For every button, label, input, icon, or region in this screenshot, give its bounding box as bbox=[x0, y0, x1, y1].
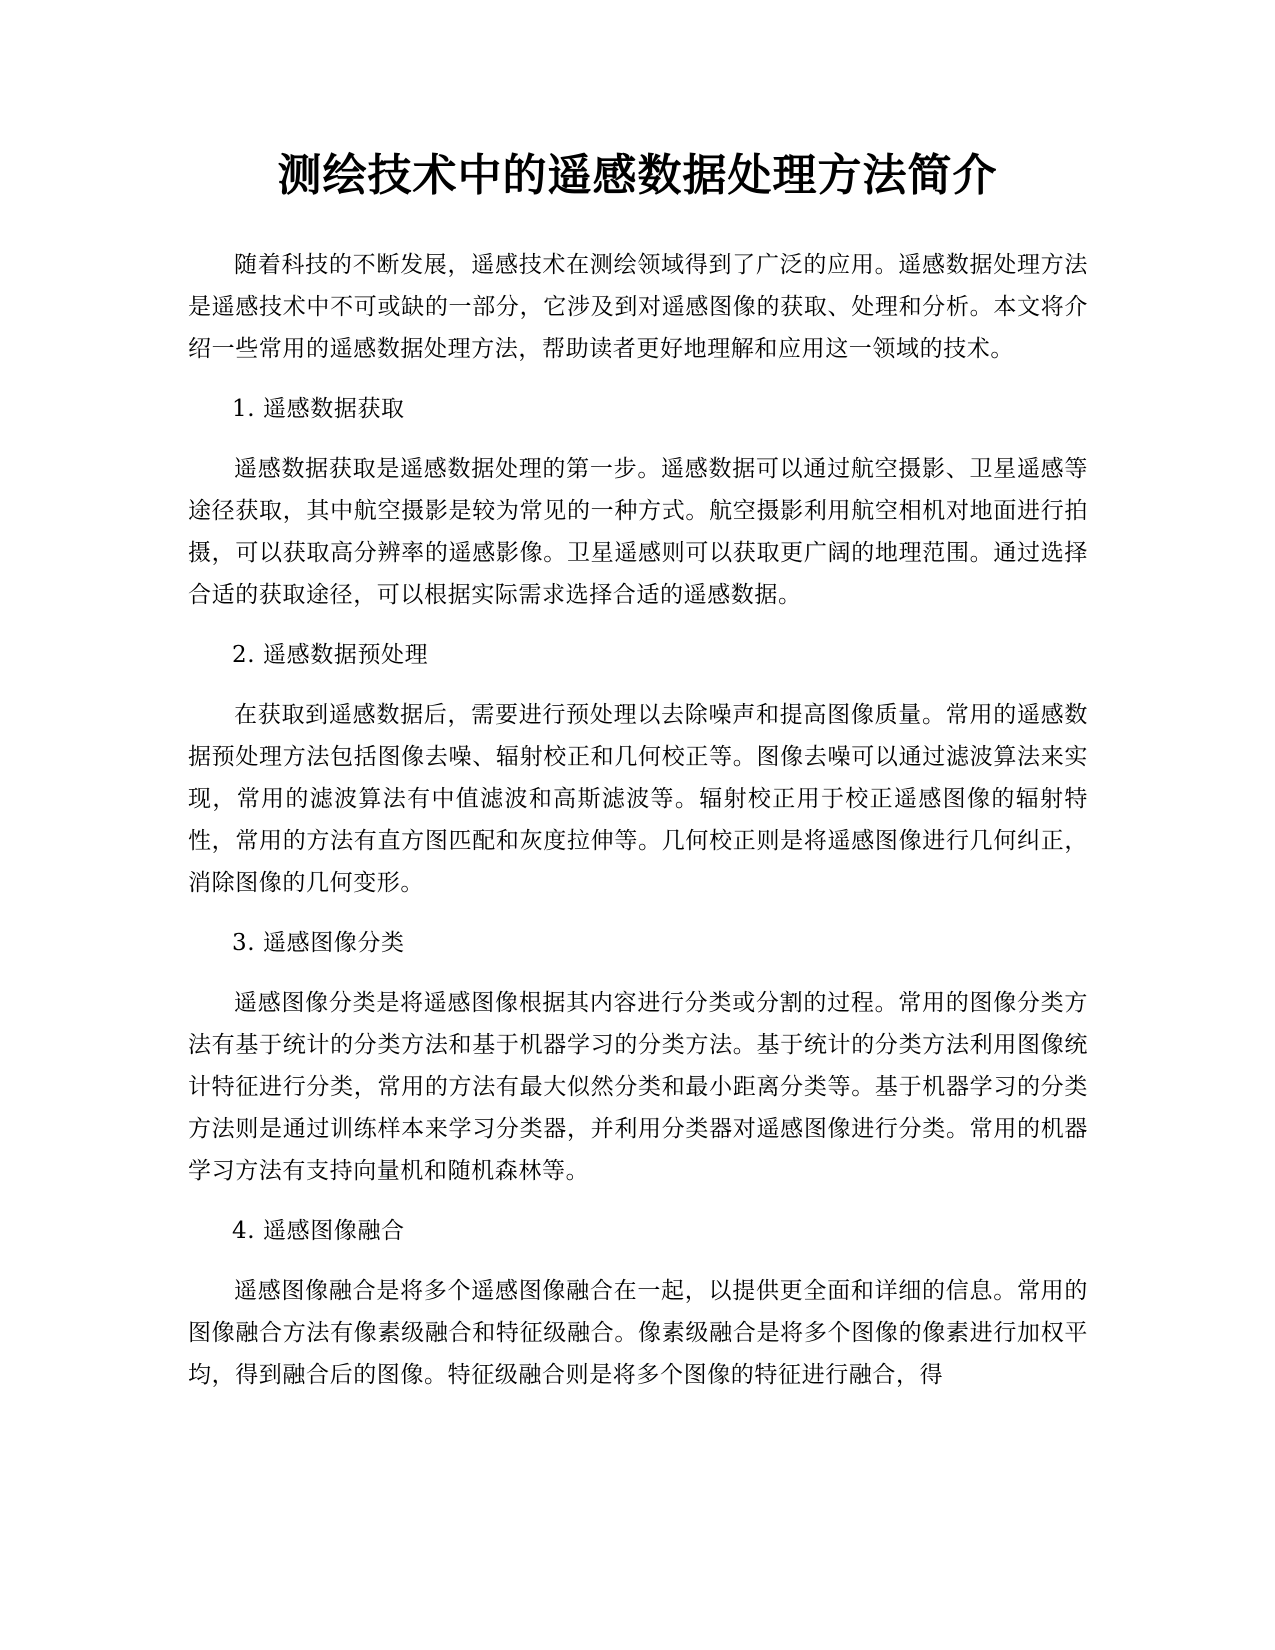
section-heading-3: 3. 遥感图像分类 bbox=[232, 930, 405, 956]
section-body-4: 遥感图像融合是将多个遥感图像融合在一起，以提供更全面和详细的信息。常用的图像融合方法有像素级融合和特征级融合。像素级融合是将多个图像的像素进行加权平均，得到融合后的图像。特征级融合则是将多个图像的特征进行融合，得 bbox=[188, 1278, 1088, 1388]
document-body bbox=[188, 244, 1088, 1414]
intro-paragraph: 随着科技的不断发展，遥感技术在测绘领域得到了广泛的应用。遥感数据处理方法是遥感技术中不可或缺的一部分，它涉及到对遥感图像的获取、处理和分析。本文将介绍一些常用的遥感数据处理方法，帮助读者更好地理解和应用这一领域的技术。 bbox=[188, 252, 1088, 362]
section-heading-4: 4. 遥感图像融合 bbox=[232, 1218, 405, 1244]
section-body-3: 遥感图像分类是将遥感图像根据其内容进行分类或分割的过程。常用的图像分类方法有基于统计的分类方法和基于机器学习的分类方法。基于统计的分类方法利用图像统计特征进行分类，常用的方法有最大似然分类和最小距离分类等。基于机器学习的分类方法则是通过训练样本来学习分类器，并利用分类器对遥感图像进行分类。常用的机器学习方法有支持向量机和随机森林等。 bbox=[188, 990, 1088, 1184]
document-title: 测绘技术中的遥感数据处理方法简介 bbox=[277, 150, 998, 201]
section-heading-1: 1. 遥感数据获取 bbox=[232, 396, 405, 422]
section-body-2: 在获取到遥感数据后，需要进行预处理以去除噪声和提高图像质量。常用的遥感数据预处理方法包括图像去噪、辐射校正和几何校正等。图像去噪可以通过滤波算法来实现，常用的滤波算法有中值滤波和高斯滤波等。辐射校正用于校正遥感图像的辐射特性，常用的方法有直方图匹配和灰度拉伸等。几何校正则是将遥感图像进行几何纠正，消除图像的几何变形。 bbox=[188, 702, 1088, 896]
section-heading-2: 2. 遥感数据预处理 bbox=[232, 642, 429, 668]
section-body-1: 遥感数据获取是遥感数据处理的第一步。遥感数据可以通过航空摄影、卫星遥感等途径获取，其中航空摄影是较为常见的一种方式。航空摄影利用航空相机对地面进行拍摄，可以获取高分辨率的遥感影像。卫星遥感则可以获取更广阔的地理范围。通过选择合适的获取途径，可以根据实际需求选择合适的遥感数据。 bbox=[188, 456, 1088, 608]
